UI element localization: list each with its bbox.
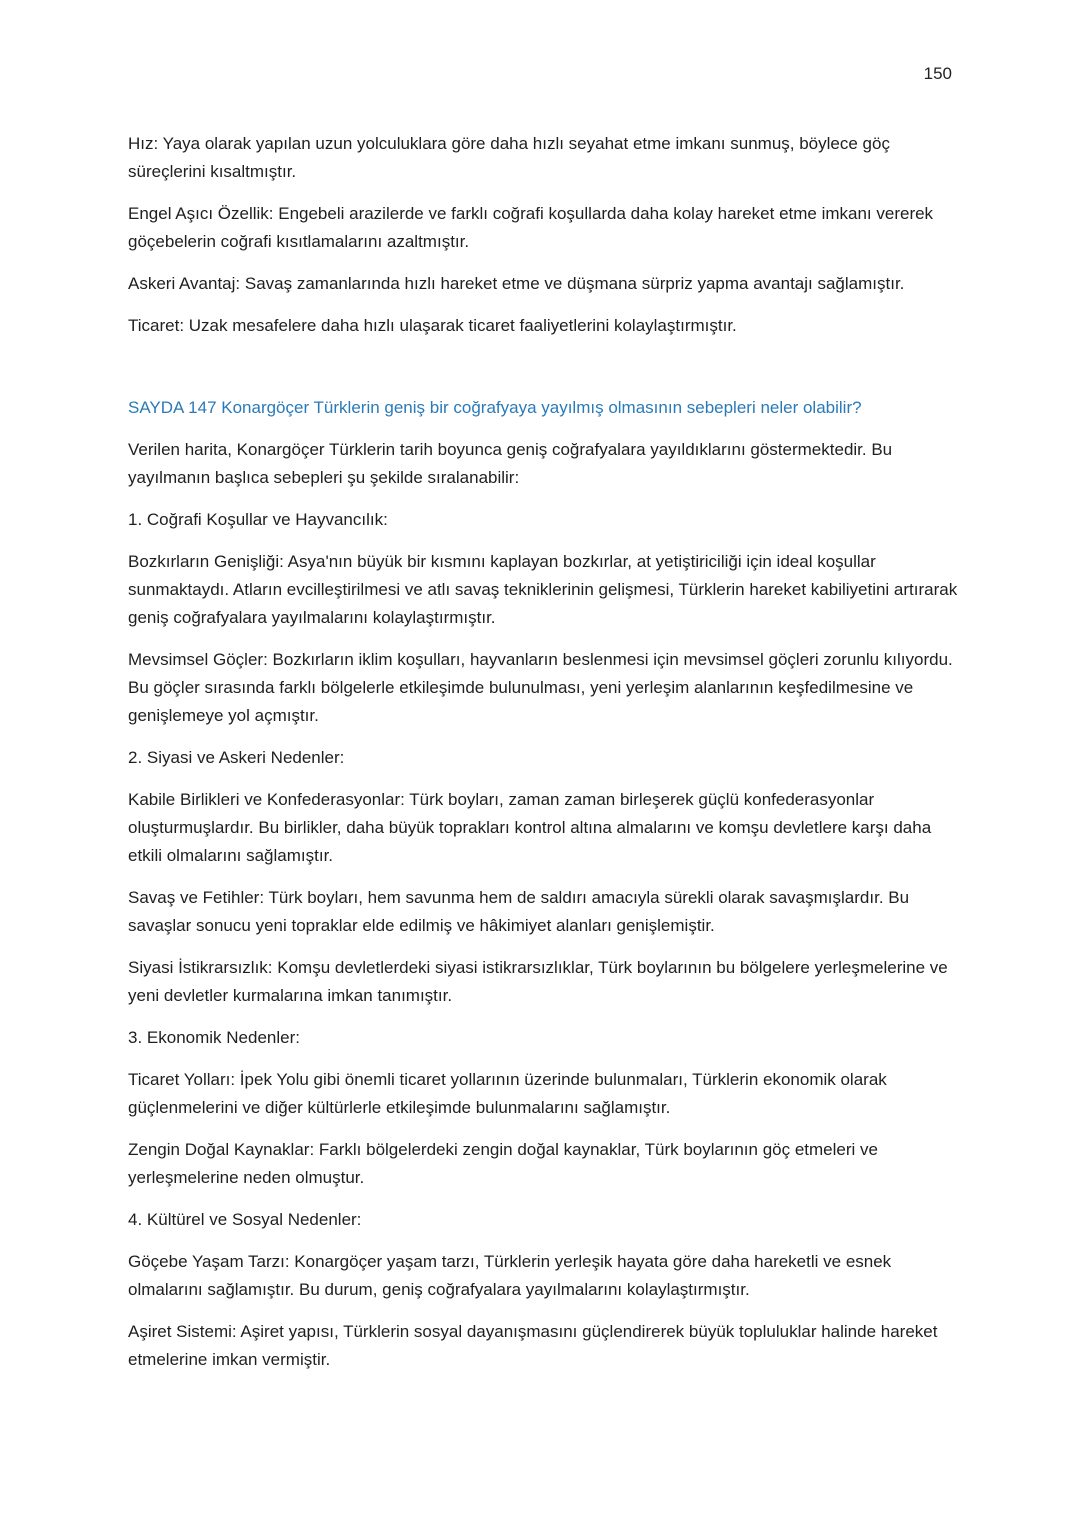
answer-intro: Verilen harita, Konargöçer Türklerin tarih boyunca geniş coğrafyalara yayıldıklarını göstermektedir. Bu yayılmanın başlıca sebepleri şu şekilde sıralanabilir: <box>128 440 893 487</box>
paragraph: Ticaret Yolları: İpek Yolu gibi önemli ticaret yollarının üzerinde bulunmaları, Türklerin ekonomik olarak güçlenmelerini ve diğer kültürlerle etkileşimde bulunmalarını sağlamıştır. <box>128 1070 887 1117</box>
document-body <box>128 130 958 1388</box>
paragraph: Savaş ve Fetihler: Türk boyları, hem savunma hem de saldırı amacıyla sürekli olarak savaşmışlardır. Bu savaşlar sonucu yeni topraklar elde edilmiş ve hâkimiyet alanları genişlemiştir. <box>128 888 910 935</box>
paragraph: Siyasi İstikrarsızlık: Komşu devletlerdeki siyasi istikrarsızlıklar, Türk boylarının bu bölgelere yerleşmelerine ve yeni devletler kurmalarına imkan tanımıştır. <box>128 958 948 1005</box>
section-heading: 3. Ekonomik Nedenler: <box>128 1028 300 1047</box>
section-heading: 2. Siyasi ve Askeri Nedenler: <box>128 748 345 767</box>
paragraph: Hız: Yaya olarak yapılan uzun yolculuklara göre daha hızlı seyahat etme imkanı sunmuş, böylece göç süreçlerini kısaltmıştır. <box>128 134 890 181</box>
paragraph: Aşiret Sistemi: Aşiret yapısı, Türklerin sosyal dayanışmasını güçlendirerek büyük topluluklar halinde hareket etmelerine imkan vermiştir. <box>128 1322 938 1369</box>
paragraph: Göçebe Yaşam Tarzı: Konargöçer yaşam tarzı, Türklerin yerleşik hayata göre daha hareketli ve esnek olmalarını sağlamıştır. Bu durum, geniş coğrafyalara yayılmalarını kolaylaştırmıştır. <box>128 1252 892 1299</box>
section-heading: 4. Kültürel ve Sosyal Nedenler: <box>128 1210 362 1229</box>
paragraph: Askeri Avantaj: Savaş zamanlarında hızlı hareket etme ve düşmana sürpriz yapma avantajı sağlamıştır. <box>128 274 905 293</box>
paragraph: Mevsimsel Göçler: Bozkırların iklim koşulları, hayvanların beslenmesi için mevsimsel göçleri zorunlu kılıyordu. Bu göçler sırasında farklı bölgelerle etkileşimde bulunulması, yeni yerleşim alanlarının keşfedilmesine ve genişlemeye yol açmıştır. <box>128 650 953 725</box>
paragraph: Zengin Doğal Kaynaklar: Farklı bölgelerdeki zengin doğal kaynaklar, Türk boylarının göç etmeleri ve yerleşmelerine neden olmuştur. <box>128 1140 878 1187</box>
question-heading: SAYDA 147 Konargöçer Türklerin geniş bir coğrafyaya yayılmış olmasının sebepleri neler olabilir? <box>128 398 862 417</box>
page-number: 150 <box>923 64 952 83</box>
paragraph: Bozkırların Genişliği: Asya'nın büyük bir kısmını kaplayan bozkırlar, at yetiştiriciliği için ideal koşullar sunmaktaydı. Atların evcilleştirilmesi ve atlı savaş tekniklerinin gelişmesi, Türklerin hareket kabiliyetini artırarak geniş coğrafyalara yayılmalarını kolaylaştırmıştır. <box>128 552 958 627</box>
paragraph: Ticaret: Uzak mesafelere daha hızlı ulaşarak ticaret faaliyetlerini kolaylaştırmıştır. <box>128 316 737 335</box>
section-heading: 1. Coğrafi Koşullar ve Hayvancılık: <box>128 510 388 529</box>
paragraph: Engel Aşıcı Özellik: Engebeli arazilerde ve farklı coğrafi koşullarda daha kolay hareket etme imkanı vererek göçebelerin coğrafi kısıtlamalarını azaltmıştır. <box>128 204 934 251</box>
paragraph: Kabile Birlikleri ve Konfederasyonlar: Türk boyları, zaman zaman birleşerek güçlü konfederasyonlar oluşturmuşlardır. Bu birlikler, daha büyük toprakları kontrol altına almalarını ve komşu devletlere karşı daha etkili olmalarını sağlamıştır. <box>128 790 932 865</box>
